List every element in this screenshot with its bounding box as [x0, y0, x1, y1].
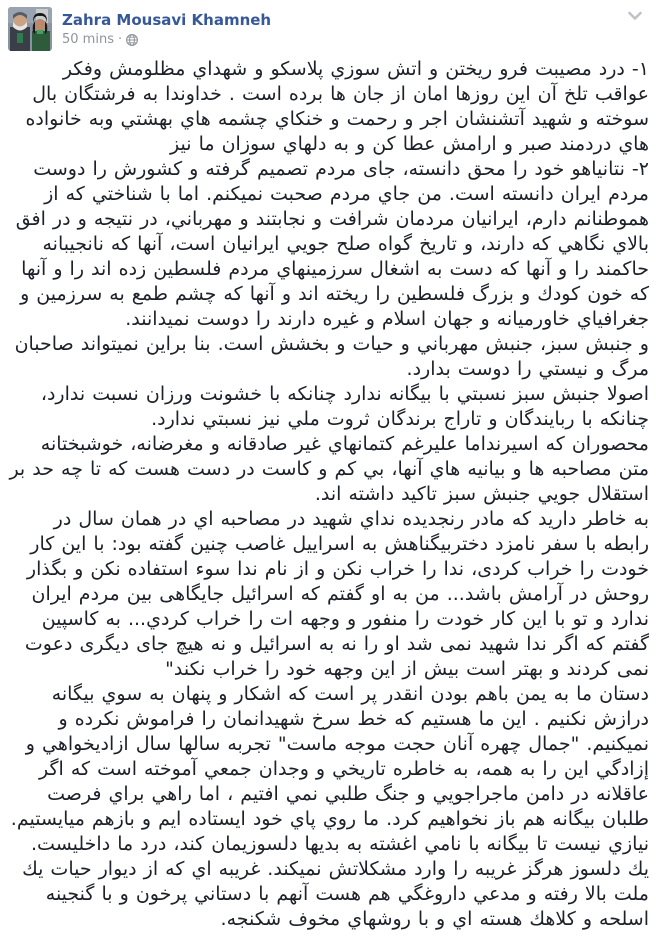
globe-icon — [126, 34, 138, 46]
meta-separator: · — [117, 32, 123, 47]
post-paragraph: محصوران که اسیرنداما علیرغم کتمانهاي غیر صادقانه و مغرضانه، خوشبختانه متن مصاحبه ها و بیانیه هاي آنها، بي کم و کاست در دست هست که تا چه حد بر استقلال جویي جنبش سبز تاکید داشته اند. — [9, 433, 649, 505]
post-body — [0, 55, 656, 942]
post-paragraph: ۲- نتانیاهو خود را محق دانسته، جای مردم تصمیم گرفته و کشورش را دوست مردم ایران دانسته است. من جاي مردم صحبت نمیکنم. اما با شناختي که از هموطنانم دارم، ایرانیان مردمان شرافت و نجابتند و مهرباني، در نتیجه و در افق بالاي نگاهي که دارند، و تاریخ گواه صلح جویي ایرانیان است، آنها که نانجیبانه حاکمند را و آنها که دست به اشغال سرزمینهاي مردم فلسطین زده اند را و آنها که خون کودك و بزرگ فلسطین را ریخته اند و آنها که چشم طمع به سرزمین و جغرافیاي خاورمیانه و جهان اسلام و غیره دارند را دوست نمیدانند. — [15, 158, 649, 330]
post-paragraph: به خاطر دارید که مادر رنجدیده نداي شهید در مصاحبه اي در همان سال در رابطه با سفر نامزد دختربیگناهش به اسراییل غاصب چنین گفته بود: با این کار خودت را خراب کردی، ندا را خراب نکن و از نام ندا سوء استفاده نکن و بگذار روحش در آرامش باشد... من به او گفتم که اسرائیل جایگاهی بین مردم ایران ندارد و تو با این کار خودت را منفور و وجهه ات را خراب کردي... به کاسپین گفتم که اگر ندا شهید نمی شد او را نه به اسرائیل و نه هیچ جای دیگری دعوت نمی کردند و بهتر است بیش از این وجهه خود را خراب نکند" — [24, 508, 649, 680]
post-meta — [62, 32, 271, 48]
header-text — [62, 7, 271, 48]
author-name[interactable]: Zahra Mousavi Khamneh — [62, 11, 272, 29]
post-paragraph: اصولا جنبش سبز نسبتي با بیگانه ندارد چنانکه با خشونت ورزان نسبت ندارد، چنانکه با ربایندگان و تاراج برندگان ثروت ملي نیز نسبتي ندارد. — [40, 383, 649, 430]
post-paragraph: و جنبش سبز، جنبش مهرباني و حیات و بخشش است. بنا براین نمیتواند صاحبان مرگ و نیستي را دوست بدارد. — [14, 333, 649, 380]
chevron-down-icon[interactable] — [628, 8, 642, 24]
avatar-image — [8, 7, 52, 51]
post-paragraph: نیازي نیست تا بیگانه با نامي اغشته به بدیها دلسوزیمان کند، درد ما داخلیست. یك دلسوز هرگز غریبه را وارد مشکلاتش نمیکند. غریبه اي که از دیوار حیات یك ملت بالا رفته و مدعي داروغگي هم هست آنهم با دستاني پرخون و با گنجینه اسلحه و کلاهك هسته اي و با روشهاي مخوف شکنجه. — [22, 833, 649, 930]
post-header — [0, 0, 656, 55]
post-paragraph: ۱- درد مصیبت فرو ریختن و اتش سوزي پلاسکو و شهداي مظلومش وفکر عواقب تلخ آن این روزها امان از جان ها برده است . خداوندا به فرشتگان بال سوخته و شهید آتشنشان اجر و رحمت و خنکاي چشمه هاي بهشتي وبه خانواده هاي دردمند صبر و ارامش عطا کن و به دلهاي سوزان ما نیز — [25, 58, 649, 155]
timestamp[interactable]: 50 mins — [62, 32, 114, 47]
post-paragraph: دستان ما به یمن باهم بودن انقدر پر است که اشکار و پنهان به سوي بیگانه درازش نکنیم . این ما هستیم که خط سرخ شهیدانمان را فراموش نکرده و نمیکنیم. "جمال چهره آنان حجت موجه ماست" تجربه سالها سال ازادیخواهي و إزادگي این را به همه، به خاطره تاریخي و وجدان جمعي آموخته است که اگر عاقلانه در دامن ماجراجویي و جنگ طلبي نمي افتیم ، اما راهي براي فرصت طلبان بیگانه هم باز نخواهیم کرد. ما روي پاي خود ایستاده ایم و بازهم میایستیم. — [10, 683, 649, 830]
avatar[interactable] — [8, 7, 52, 51]
